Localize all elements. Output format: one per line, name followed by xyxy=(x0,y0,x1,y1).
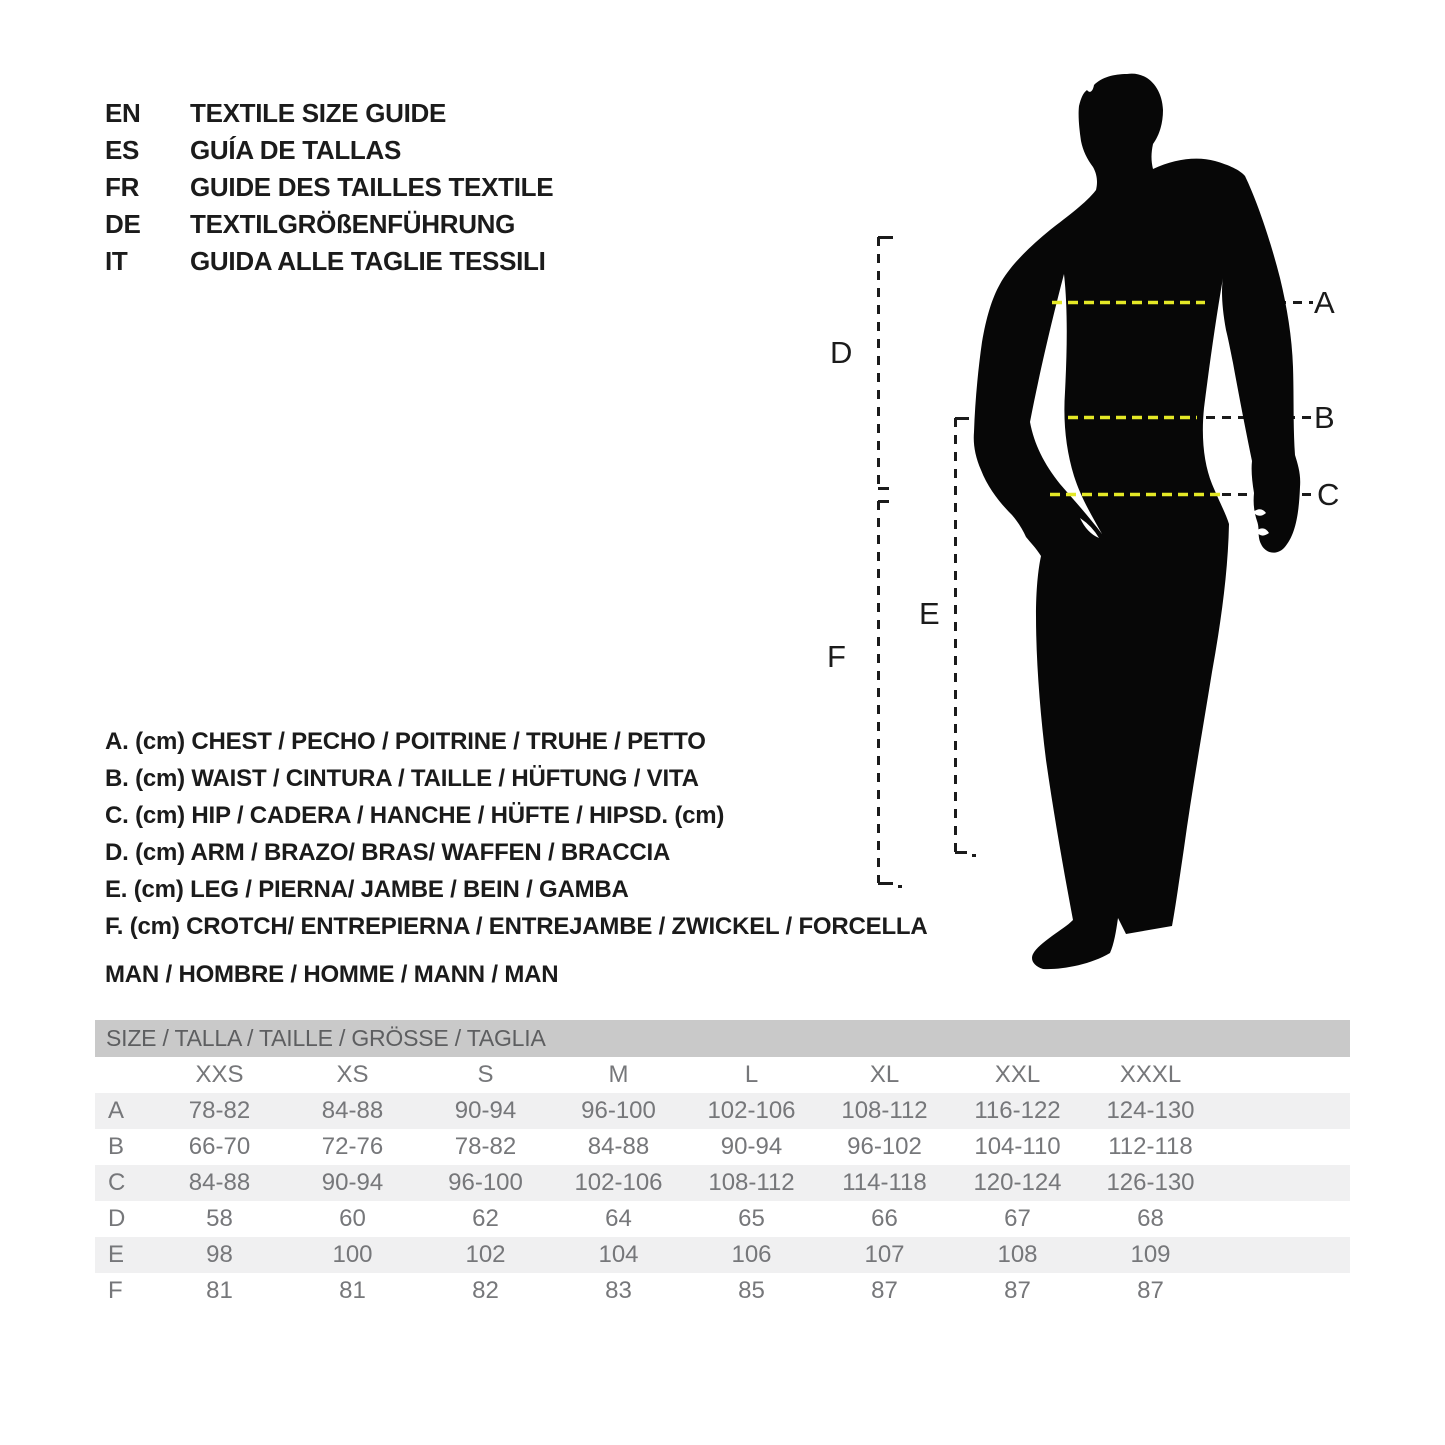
table-cell: 102-106 xyxy=(574,1169,663,1196)
language-title: GUIDE DES TAILLES TEXTILE xyxy=(190,172,554,202)
table-cell: 87 xyxy=(1137,1277,1164,1304)
table-cell: 104-110 xyxy=(974,1133,1061,1160)
table-header: SIZE / TALLA / TAILLE / GRÖSSE / TAGLIA xyxy=(95,1020,1350,1057)
table-row xyxy=(95,1201,1350,1237)
point-label-E: E xyxy=(919,596,940,631)
size-header-row xyxy=(95,1057,1350,1093)
measure-legend xyxy=(105,723,928,945)
row-key: B xyxy=(108,1133,125,1160)
table-cell: 108-112 xyxy=(841,1097,928,1124)
table-row xyxy=(95,1165,1350,1201)
table-cell: 66 xyxy=(871,1205,898,1232)
table-cell: 90-94 xyxy=(321,1169,384,1196)
table-cell: 114-118 xyxy=(842,1169,927,1196)
size-column-header: L xyxy=(744,1061,759,1088)
language-code: ES xyxy=(105,135,140,165)
measure-legend-line: B. (cm) WAIST / CINTURA / TAILLE / HÜFTUNG / VITA xyxy=(105,764,699,792)
table-cell: 67 xyxy=(1004,1205,1031,1232)
size-column-header: M xyxy=(608,1061,629,1088)
size-column-header: XXL xyxy=(994,1061,1041,1088)
table-cell: 104 xyxy=(598,1241,639,1268)
table-cell: 84-88 xyxy=(587,1133,650,1160)
language-code: FR xyxy=(105,172,140,202)
table-cell: 90-94 xyxy=(720,1133,783,1160)
table-cell: 72-76 xyxy=(321,1133,384,1160)
measure-legend-line: D. (cm) ARM / BRAZO/ BRAS/ WAFFEN / BRACCIA xyxy=(105,838,671,866)
size-column-header: XXS xyxy=(195,1061,244,1088)
table-cell: 68 xyxy=(1137,1205,1164,1232)
measure-legend-line: A. (cm) CHEST / PECHO / POITRINE / TRUHE / PETTO xyxy=(105,727,706,755)
language-code: DE xyxy=(105,209,141,239)
table-cell: 109 xyxy=(1130,1241,1171,1268)
language-code: IT xyxy=(105,246,128,276)
table-cell: 90-94 xyxy=(454,1097,517,1124)
row-key: D xyxy=(108,1205,126,1232)
point-label-A: A xyxy=(1314,285,1335,320)
table-cell: 64 xyxy=(605,1205,632,1232)
size-column-header: XS xyxy=(336,1061,369,1088)
point-label-B: B xyxy=(1314,400,1335,435)
table-cell: 98 xyxy=(206,1241,233,1268)
size-table xyxy=(95,1020,1350,1309)
category-title: MAN / HOMBRE / HOMME / MANN / MAN xyxy=(105,961,559,988)
table-cell: 81 xyxy=(206,1277,233,1304)
point-label-F: F xyxy=(827,639,846,674)
table-row xyxy=(95,1273,1350,1309)
measure-legend-line: F. (cm) CROTCH/ ENTREPIERNA / ENTREJAMBE / ZWICKEL / FORCELLA xyxy=(105,912,928,940)
table-cell: 100 xyxy=(332,1241,373,1268)
language-title: GUIDA ALLE TAGLIE TESSILI xyxy=(190,246,546,276)
table-row xyxy=(95,1237,1350,1273)
table-cell: 62 xyxy=(472,1205,499,1232)
table-body xyxy=(95,1093,1350,1309)
table-cell: 84-88 xyxy=(321,1097,384,1124)
table-cell: 107 xyxy=(864,1241,905,1268)
language-title: GUÍA DE TALLAS xyxy=(190,135,402,165)
table-cell: 65 xyxy=(738,1205,765,1232)
table-cell: 102 xyxy=(465,1241,506,1268)
table-row xyxy=(95,1093,1350,1129)
size-column-header: XL xyxy=(869,1061,900,1088)
table-cell: 120-124 xyxy=(973,1169,1062,1196)
row-key: A xyxy=(108,1097,125,1124)
table-cell: 96-102 xyxy=(847,1133,922,1160)
measure-legend-line: C. (cm) HIP / CADERA / HANCHE / HÜFTE / HIPSD. (cm) xyxy=(105,801,725,829)
table-cell: 87 xyxy=(871,1277,898,1304)
point-label-C: C xyxy=(1317,477,1340,512)
table-row xyxy=(95,1129,1350,1165)
size-column-header: XXXL xyxy=(1119,1061,1182,1088)
table-cell: 124-130 xyxy=(1106,1097,1195,1124)
table-cell: 112-118 xyxy=(1108,1133,1193,1160)
table-cell: 96-100 xyxy=(448,1169,523,1196)
point-label-D: D xyxy=(830,335,853,370)
table-cell: 87 xyxy=(1004,1277,1031,1304)
table-cell: 81 xyxy=(339,1277,366,1304)
table-cell: 84-88 xyxy=(188,1169,251,1196)
table-cell: 66-70 xyxy=(188,1133,251,1160)
table-cell: 126-130 xyxy=(1106,1169,1195,1196)
table-cell: 83 xyxy=(605,1277,632,1304)
row-key: F xyxy=(108,1277,123,1304)
table-cell: 96-100 xyxy=(581,1097,656,1124)
table-cell: 78-82 xyxy=(454,1133,517,1160)
table-cell: 108 xyxy=(997,1241,1038,1268)
table-cell: 60 xyxy=(339,1205,366,1232)
table-cell: 116-122 xyxy=(974,1097,1061,1124)
table-cell: 108-112 xyxy=(708,1169,795,1196)
language-code: EN xyxy=(105,98,141,128)
table-cell: 85 xyxy=(738,1277,765,1304)
row-key: E xyxy=(108,1241,125,1268)
table-cell: 102-106 xyxy=(707,1097,796,1124)
language-title: TEXTILGRÖßENFÜHRUNG xyxy=(190,209,516,239)
size-column-header: S xyxy=(477,1061,494,1088)
table-cell: 78-82 xyxy=(188,1097,251,1124)
language-title: TEXTILE SIZE GUIDE xyxy=(190,98,447,128)
row-key: C xyxy=(108,1169,126,1196)
table-cell: 58 xyxy=(206,1205,233,1232)
measure-legend-line: E. (cm) LEG / PIERNA/ JAMBE / BEIN / GAMBA xyxy=(105,875,629,903)
table-cell: 82 xyxy=(472,1277,499,1304)
table-cell: 106 xyxy=(731,1241,772,1268)
